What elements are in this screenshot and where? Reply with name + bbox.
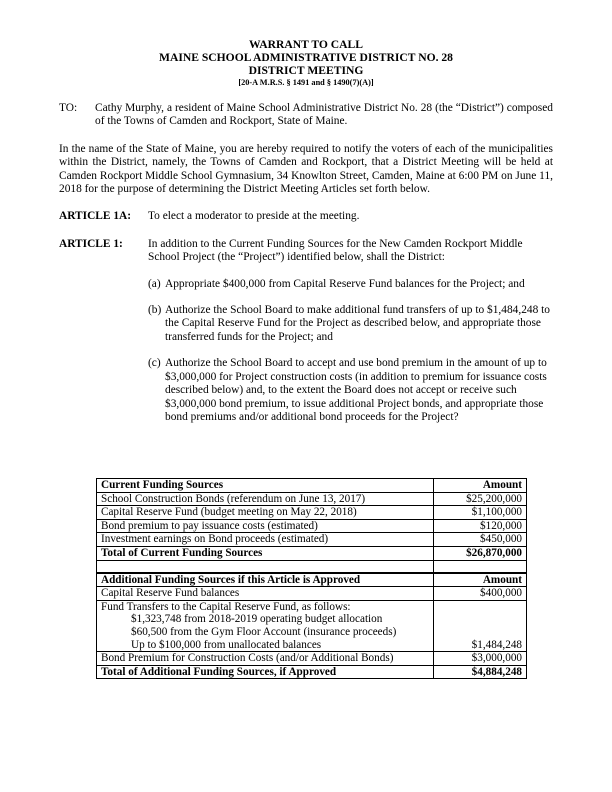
additional-total-row xyxy=(97,665,527,679)
total-label: Total of Additional Funding Sources, if Approved xyxy=(97,665,434,679)
to-label: TO: xyxy=(59,102,78,114)
document-header xyxy=(59,38,553,88)
item-letter: (b) xyxy=(148,304,162,317)
article-1a xyxy=(59,210,553,223)
header-line-1: WARRANT TO CALL xyxy=(248,38,364,51)
row-amount: $3,000,000 xyxy=(434,652,527,666)
fund-transfers-cell xyxy=(97,600,434,651)
statute-citation: [20-A M.R.S. § 1491 and § 1490(7)(A)] xyxy=(238,78,374,87)
table-header-row xyxy=(97,479,527,493)
table-row xyxy=(97,519,527,533)
table-row xyxy=(97,506,527,520)
row-amount: $25,200,000 xyxy=(434,492,527,506)
table-row xyxy=(97,492,527,506)
article-1-label: ARTICLE 1: xyxy=(59,237,123,250)
additional-header-row xyxy=(97,573,527,587)
warrant-document xyxy=(59,38,553,678)
total-amount: $26,870,000 xyxy=(434,546,527,560)
spacer-cell xyxy=(97,560,434,573)
row-amount: $1,484,248 xyxy=(434,600,527,651)
transfer-line: $1,323,748 from 2018-2019 operating budget allocation xyxy=(131,613,383,626)
row-amount: $1,100,000 xyxy=(434,506,527,520)
row-label: Bond premium to pay issuance costs (estimated) xyxy=(97,519,434,533)
table-row xyxy=(97,533,527,547)
row-label: Capital Reserve Fund (budget meeting on May 22, 2018) xyxy=(97,506,434,520)
intro-paragraph: In the name of the State of Maine, you are hereby required to notify the voters of each of the municipalities within the District, namely, the Towns of Camden and Rockport, that a District Meeting will be held at Camden Rockport Middle School Gymnasium, 34 Knowlton Street, Camden, Maine at 6:00 PM on June 11, 2018 for the purpose of determining the District Meeting Articles set forth below. xyxy=(59,142,553,196)
row-label: Bond Premium for Construction Costs (and/or Additional Bonds) xyxy=(97,652,434,666)
article-1-item-b xyxy=(148,304,553,344)
article-1-text: In addition to the Current Funding Sources for the New Camden Rockport Middle School Project (the “Project”) identified below, shall the District: xyxy=(148,237,523,264)
transfer-line: Up to $100,000 from unallocated balances xyxy=(131,638,322,651)
transfers-label: Fund Transfers to the Capital Reserve Fund, as follows: xyxy=(101,600,351,613)
to-text: Cathy Murphy, a resident of Maine School Administrative District No. 28 (the “District”) composed of the Towns of Camden and Rockport, State of Maine. xyxy=(95,102,553,128)
total-label: Total of Current Funding Sources xyxy=(97,546,434,560)
table-row xyxy=(97,587,527,601)
amount-header: Amount xyxy=(434,479,527,493)
article-1-item-a xyxy=(148,278,553,291)
article-1-item-c xyxy=(148,357,553,424)
article-1a-text: To elect a moderator to preside at the meeting. xyxy=(148,210,360,223)
current-total-row xyxy=(97,546,527,560)
addressee-block xyxy=(59,102,553,129)
row-label: School Construction Bonds (referendum on June 13, 2017) xyxy=(97,492,434,506)
total-amount: $4,884,248 xyxy=(434,665,527,679)
row-amount: $400,000 xyxy=(434,587,527,601)
fund-transfers-row xyxy=(97,600,527,651)
header-line-3: DISTRICT MEETING xyxy=(248,64,364,77)
row-amount: $120,000 xyxy=(434,519,527,533)
article-1a-label: ARTICLE 1A: xyxy=(59,210,132,223)
funding-sources-table xyxy=(96,478,527,679)
item-letter: (a) xyxy=(148,277,161,290)
item-text: Appropriate $400,000 from Capital Reserve Fund balances for the Project; and xyxy=(165,277,525,290)
spacer-cell xyxy=(434,560,527,573)
current-header: Current Funding Sources xyxy=(97,479,434,493)
item-text: Authorize the School Board to make additional fund transfers of up to $1,484,248 to the Capital Reserve Fund for the Project as described below, and appropriate those transferred funds for the Project; and xyxy=(165,304,550,343)
row-amount: $450,000 xyxy=(434,533,527,547)
item-letter: (c) xyxy=(148,357,161,370)
additional-header: Additional Funding Sources if this Article is Approved xyxy=(97,573,434,587)
table-spacer-row xyxy=(97,560,527,573)
transfer-line: $60,500 from the Gym Floor Account (insurance proceeds) xyxy=(131,625,397,638)
table-row xyxy=(97,652,527,666)
additional-amount-header: Amount xyxy=(434,573,527,587)
item-text: Authorize the School Board to accept and use bond premium in the amount of up to $3,000,000 for Project construction costs (in addition to premium for issuance costs described below) and, to the extent the Board does not accept or receive such $3,000,000 bond premium, to issue additional Project bonds, and appropriate those bond premiums and/or additional bond proceeds for the Project? xyxy=(165,357,547,423)
article-1 xyxy=(59,238,553,265)
row-label: Capital Reserve Fund balances xyxy=(97,587,434,601)
header-line-2: MAINE SCHOOL ADMINISTRATIVE DISTRICT NO. 28 xyxy=(159,51,453,64)
row-label: Investment earnings on Bond proceeds (estimated) xyxy=(97,533,434,547)
